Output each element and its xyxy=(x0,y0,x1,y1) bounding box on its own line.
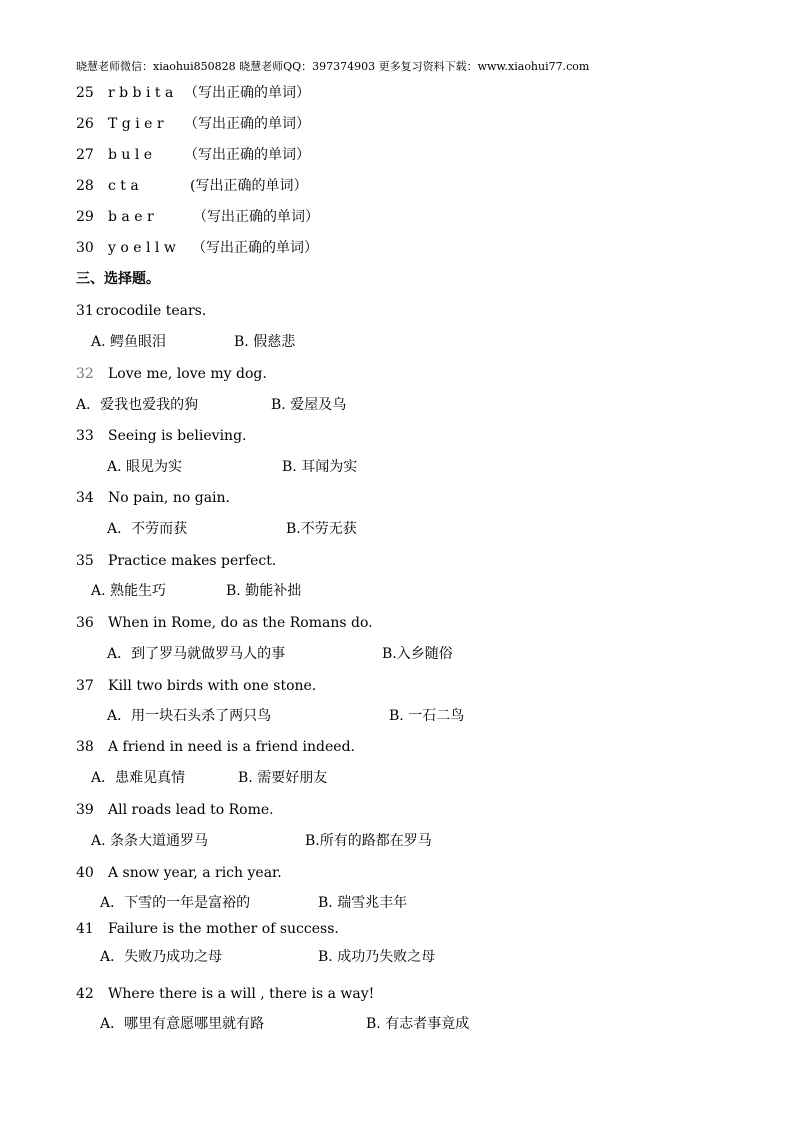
option-a: A. 熟能生巧 xyxy=(91,583,167,599)
instruction-hint: （写出正确的单词） xyxy=(192,240,318,256)
question-34 xyxy=(76,489,230,507)
option-b: B. 勤能补拙 xyxy=(226,583,302,599)
question-text: Where there is a will , there is a way! xyxy=(108,986,375,1002)
item-number: 28 xyxy=(76,178,94,194)
option-b: B. 瑞雪兆丰年 xyxy=(318,895,408,911)
question-31 xyxy=(76,302,206,320)
question-number: 39 xyxy=(76,802,94,818)
instruction-hint: （写出正确的单词） xyxy=(184,147,310,163)
option-a: A．到了罗马就做罗马人的事 xyxy=(107,646,286,662)
option-a: A．患难见真情 xyxy=(91,770,186,786)
scrambled-word: c t a xyxy=(108,178,139,194)
option-b: B. 假慈悲 xyxy=(234,334,296,350)
question-number: 37 xyxy=(76,678,94,694)
question-text: Kill two birds with one stone. xyxy=(108,678,317,694)
spelling-item-30 xyxy=(76,239,318,257)
question-text: Failure is the mother of success. xyxy=(108,921,339,937)
option-b: B. 成功乃失败之母 xyxy=(318,949,436,965)
question-text: Seeing is believing. xyxy=(108,428,247,444)
question-text: crocodile tears. xyxy=(95,303,207,319)
scrambled-word: y o e l l w xyxy=(108,240,176,256)
question-number: 34 xyxy=(76,490,94,506)
question-text: Love me, love my dog. xyxy=(108,366,267,382)
option-b: B. 爱屋及乌 xyxy=(271,397,347,413)
item-number: 27 xyxy=(76,147,94,163)
question-text: Practice makes perfect. xyxy=(108,553,277,569)
question-number: 31 xyxy=(76,303,94,319)
instruction-hint: (写出正确的单词） xyxy=(190,178,308,194)
question-33 xyxy=(76,427,246,445)
option-a: A．哪里有意愿哪里就有路 xyxy=(100,1016,265,1032)
question-32 xyxy=(76,365,267,383)
spelling-item-28 xyxy=(76,177,307,195)
section-title: 三、选择题。 xyxy=(76,271,160,287)
instruction-hint: （写出正确的单词） xyxy=(193,209,319,225)
item-number: 29 xyxy=(76,209,94,225)
scrambled-word: r b b i t a xyxy=(108,85,174,101)
question-39 xyxy=(76,801,274,819)
option-a: A．不劳而获 xyxy=(107,521,188,537)
question-text: When in Rome, do as the Romans do. xyxy=(108,615,373,631)
item-number: 25 xyxy=(76,85,94,101)
question-37 xyxy=(76,677,316,695)
question-text: A friend in need is a friend indeed. xyxy=(108,739,355,755)
question-number: 36 xyxy=(76,615,94,631)
option-a: A．爱我也爱我的狗 xyxy=(76,397,199,413)
page-header: 晓慧老师微信：xiaohui850828 晓慧老师QQ：397374903 更多复习资料下载：www.xiaohui77.com xyxy=(76,60,590,73)
question-text: A snow year, a rich year. xyxy=(108,865,282,881)
question-35 xyxy=(76,552,276,570)
option-a: A. 鳄鱼眼泪 xyxy=(91,334,167,350)
option-b: B. 一石二鸟 xyxy=(389,708,465,724)
question-number: 42 xyxy=(76,986,94,1002)
option-b: B. 耳闻为实 xyxy=(282,459,358,475)
question-number: 40 xyxy=(76,865,94,881)
question-42 xyxy=(76,985,374,1003)
option-b: B. 需要好朋友 xyxy=(238,770,328,786)
option-a: A．用一块石头杀了两只鸟 xyxy=(107,708,272,724)
item-number: 30 xyxy=(76,240,94,256)
instruction-hint: （写出正确的单词） xyxy=(184,116,310,132)
spelling-item-27 xyxy=(76,146,310,164)
option-b: B.所有的路都在罗马 xyxy=(305,833,432,849)
option-a: A．失败乃成功之母 xyxy=(100,949,223,965)
option-b: B. 有志者事竟成 xyxy=(366,1016,470,1032)
option-a: A. 条条大道通罗马 xyxy=(91,833,209,849)
question-number: 35 xyxy=(76,553,94,569)
scrambled-word: b a e r xyxy=(108,209,154,225)
question-38 xyxy=(76,738,355,756)
question-36 xyxy=(76,614,373,632)
scrambled-word: T g i e r xyxy=(108,116,164,132)
question-number: 33 xyxy=(76,428,94,444)
scrambled-word: b u l e xyxy=(108,147,153,163)
option-b: B.不劳无获 xyxy=(286,521,357,537)
spelling-item-26 xyxy=(76,115,310,133)
spelling-item-29 xyxy=(76,208,319,226)
question-text: All roads lead to Rome. xyxy=(108,802,274,818)
question-text: No pain, no gain. xyxy=(108,490,230,506)
question-41 xyxy=(76,920,339,938)
question-number: 32 xyxy=(76,366,94,382)
question-40 xyxy=(76,864,282,882)
option-b: B.入乡随俗 xyxy=(382,646,453,662)
question-number: 38 xyxy=(76,739,94,755)
item-number: 26 xyxy=(76,116,94,132)
option-a: A. 眼见为实 xyxy=(107,459,183,475)
question-number: 41 xyxy=(76,921,94,937)
instruction-hint: （写出正确的单词） xyxy=(184,85,310,101)
spelling-item-25 xyxy=(76,84,310,102)
option-a: A．下雪的一年是富裕的 xyxy=(100,895,251,911)
